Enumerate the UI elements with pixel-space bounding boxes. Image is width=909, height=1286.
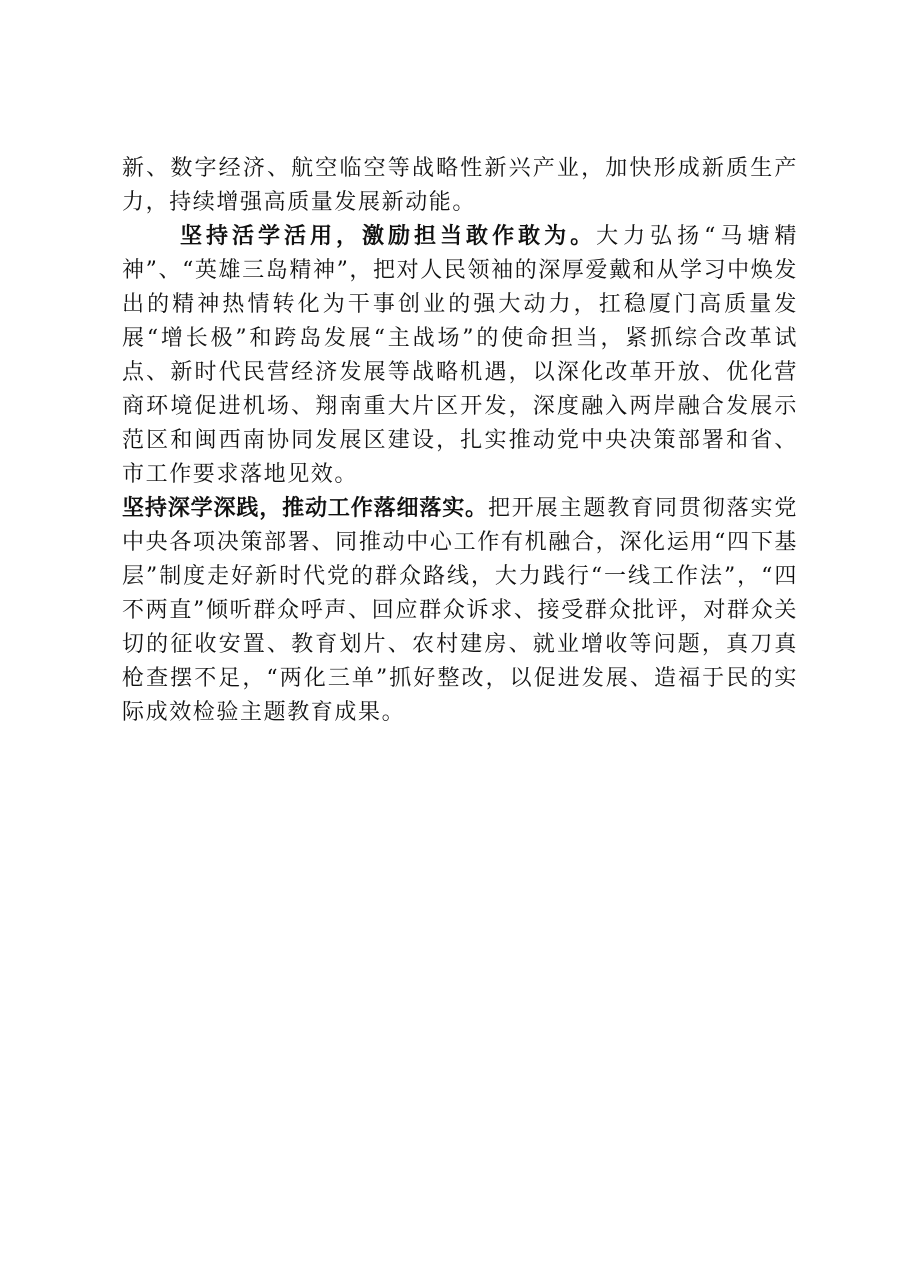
- paragraph-body: 把开展主题教育同贯彻落实党中央各项决策部署、同推动中心工作有机融合，深化运用“四下基层”制度走好新时代党的群众路线，大力践行“一线工作法”，“四不两直”倾听群众呼声、回应群众诉求、接受群众批评，对群众关切的征收安置、教育划片、农村建房、就业增收等问题，真刀真枪查摆不足，“两化三单”抓好整改，以促进发展、造福于民的实际成效检验主题教育成果。: [122, 496, 798, 725]
- paragraph-huoxue-huoyong: [122, 220, 798, 492]
- paragraph-lead-heading: 坚持活学活用，激励担当敢作敢为。: [180, 224, 597, 249]
- document-body: [122, 152, 798, 730]
- paragraph-shenxue-shenjian: [122, 492, 798, 730]
- paragraph-body: 新、数字经济、航空临空等战略性新兴产业，加快形成新质生产力，持续增强高质量发展新动能。: [122, 156, 798, 215]
- paragraph-body: 大力弘扬“马塘精神”、“英雄三岛精神”，把对人民领袖的深厚爱戴和从学习中焕发出的精神热情转化为干事创业的强大动力，扛稳厦门高质量发展“增长极”和跨岛发展“主战场”的使命担当，紧抓综合改革试点、新时代民营经济发展等战略机遇，以深化改革开放、优化营商环境促进机场、翔南重大片区开发，深度融入两岸融合发展示范区和闽西南协同发展区建设，扎实推动党中央决策部署和省、市工作要求落地见效。: [122, 224, 798, 487]
- paragraph-lead-heading: 坚持深学深践，推动工作落细落实。: [122, 496, 488, 521]
- paragraph-continuation: [122, 152, 798, 220]
